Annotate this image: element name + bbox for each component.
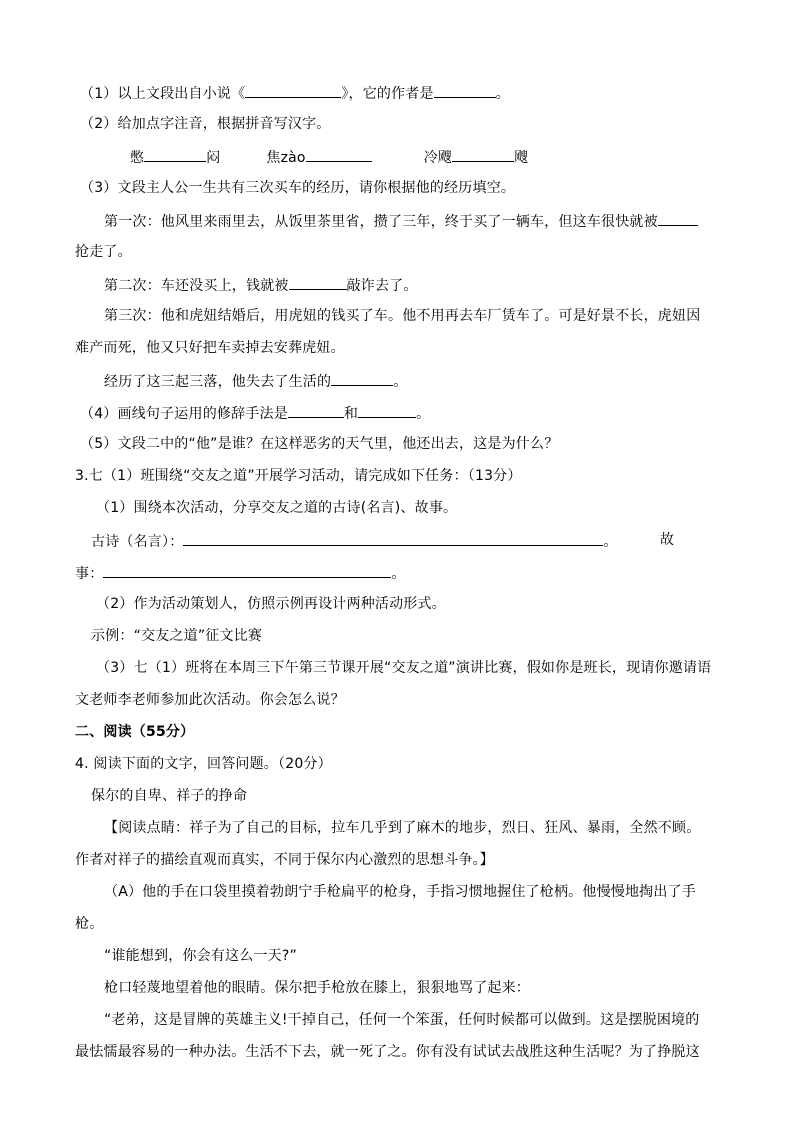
question-4 (80, 403, 430, 423)
task-3-part-2: （2）作为活动策划人，仿照示例再设计两种活动形式。 (96, 596, 446, 612)
q4-text-c: 。 (416, 406, 431, 422)
question-1 (80, 83, 510, 103)
passage-quote: “谁能想到，你会有这么一天?” (104, 948, 297, 964)
answer-blank-w2[interactable] (306, 147, 372, 162)
task-3-poem (91, 531, 618, 551)
question-5: （5）文段二中的“他”是谁？在这样恶劣的天气里，他还出去，这是为什么？ (80, 436, 559, 452)
poem-label: 古诗（名言）： (91, 534, 184, 550)
question-2-items (130, 147, 528, 167)
story-end: 。 (391, 566, 406, 582)
task-3-story (75, 563, 406, 583)
answer-blank-author[interactable] (434, 83, 496, 98)
answer-blank-rhetoric-1[interactable] (288, 403, 344, 418)
answer-blank-w3[interactable] (452, 147, 514, 162)
q3-summary-text: 经历了这三起三落，他失去了生活的 (104, 374, 332, 390)
answer-blank-first[interactable] (658, 211, 698, 226)
task-3-part-1: （1）围绕本次活动，分享交友之道的古诗(名言)、故事。 (96, 500, 458, 516)
q3-third: 第三次：他和虎妞结婚后，用虎妞的钱买了车。他不用再去车厂赁车了。可是好景不长，虎妞因 (104, 308, 701, 324)
q4-text-a: （4）画线句子运用的修辞手法是 (80, 406, 288, 422)
q3-third-cont: 难产而死，他又只好把车卖掉去安葬虎妞。 (75, 340, 345, 356)
answer-blank-summary[interactable] (331, 371, 393, 386)
reading-guide: 【阅读点睛：祥子为了自己的目标，拉车几乎到了麻木的地步，烈日、狂风、暴雨，全然不顾。 (104, 820, 701, 836)
passage-a-cont: 枪。 (75, 916, 104, 932)
answer-blank-poem[interactable] (183, 531, 603, 546)
q3-second-text-b: 敲诈去了。 (346, 278, 418, 294)
question-3-title: （3）文段主人公一生共有三次买车的经历，请你根据他的经历填空。 (80, 180, 516, 196)
answer-blank-story[interactable] (103, 563, 391, 578)
passage-last-cont: 最怯懦最容易的一种办法。生活不下去，就一死了之。你有没有试试去战胜这种生活呢？为了挣脱这 (75, 1044, 700, 1060)
q3-first-cont: 抢走了。 (75, 244, 132, 260)
q1-text-b: 》，它的作者是 (341, 86, 434, 102)
answer-blank-second[interactable] (289, 275, 347, 290)
q3-first (104, 211, 698, 231)
task-3-title: 3.七（1）班围绕“交友之道”开展学习活动，请完成如下任务：（13分） (75, 468, 522, 484)
q3-summary-end: 。 (393, 374, 408, 390)
poem-end: 。 (603, 534, 618, 550)
answer-blank-novel[interactable] (245, 83, 341, 98)
story-label-end: 事： (75, 566, 104, 582)
word1-char-b: 闷 (206, 150, 221, 166)
q3-second (104, 275, 418, 295)
task-3-example: 示例：“交友之道”征文比赛 (91, 628, 263, 644)
q3-summary (104, 371, 407, 391)
task-3-part-3: （3）七（1）班将在本周三下午第三节课开展“交友之道”演讲比赛，假如你是班长，现请你邀请语 (96, 660, 712, 676)
q4-text-b: 和 (343, 406, 359, 422)
passage-gun: 枪口轻蔑地望着他的眼睛。保尔把手枪放在膝上，狠狠地骂了起来： (104, 980, 530, 996)
q3-second-text-a: 第二次：车还没买上，钱就被 (104, 278, 289, 294)
word2-char: 焦 (266, 150, 281, 166)
task-3-part-3-cont: 文老师李老师参加此次活动。你会怎么说？ (75, 692, 345, 708)
answer-blank-w1[interactable] (144, 147, 206, 162)
passage-last: “老弟，这是冒牌的英雄主义!干掉自己，任何一个笨蛋，任何时候都可以做到。这是摆脱困境的 (104, 1012, 700, 1028)
word3-char-a: 冷飕 (423, 150, 453, 166)
task-4-subtitle: 保尔的自卑、祥子的挣命 (91, 788, 248, 804)
answer-blank-rhetoric-2[interactable] (358, 403, 416, 418)
task-4-title: 4. 阅读下面的文字，回答问题。（20分） (75, 756, 332, 772)
word1-char-a: 憋 (130, 150, 145, 166)
story-label-start: 故 (660, 532, 675, 548)
q1-text-c: 。 (495, 86, 510, 102)
word3-char-b: 飕 (514, 150, 529, 166)
word2-pinyin: zào (280, 150, 306, 166)
question-2-title: （2）给加点字注音，根据拼音写汉字。 (80, 116, 331, 132)
reading-guide-cont: 作者对祥子的描绘直观而真实，不同于保尔内心激烈的思想斗争。】 (75, 852, 494, 868)
passage-a: （A）他的手在口袋里摸着勃朗宁手枪扁平的枪身，手指习惯地握住了枪柄。他慢慢地掏出了手 (104, 884, 696, 900)
q3-first-text: 第一次：他风里来雨里去，从饭里茶里省，攒了三年，终于买了一辆车，但这车很快就被 (104, 214, 658, 230)
section-2-heading: 二、阅读（55分） (75, 724, 195, 740)
q1-text-a: （1）以上文段出自小说《 (80, 86, 246, 102)
